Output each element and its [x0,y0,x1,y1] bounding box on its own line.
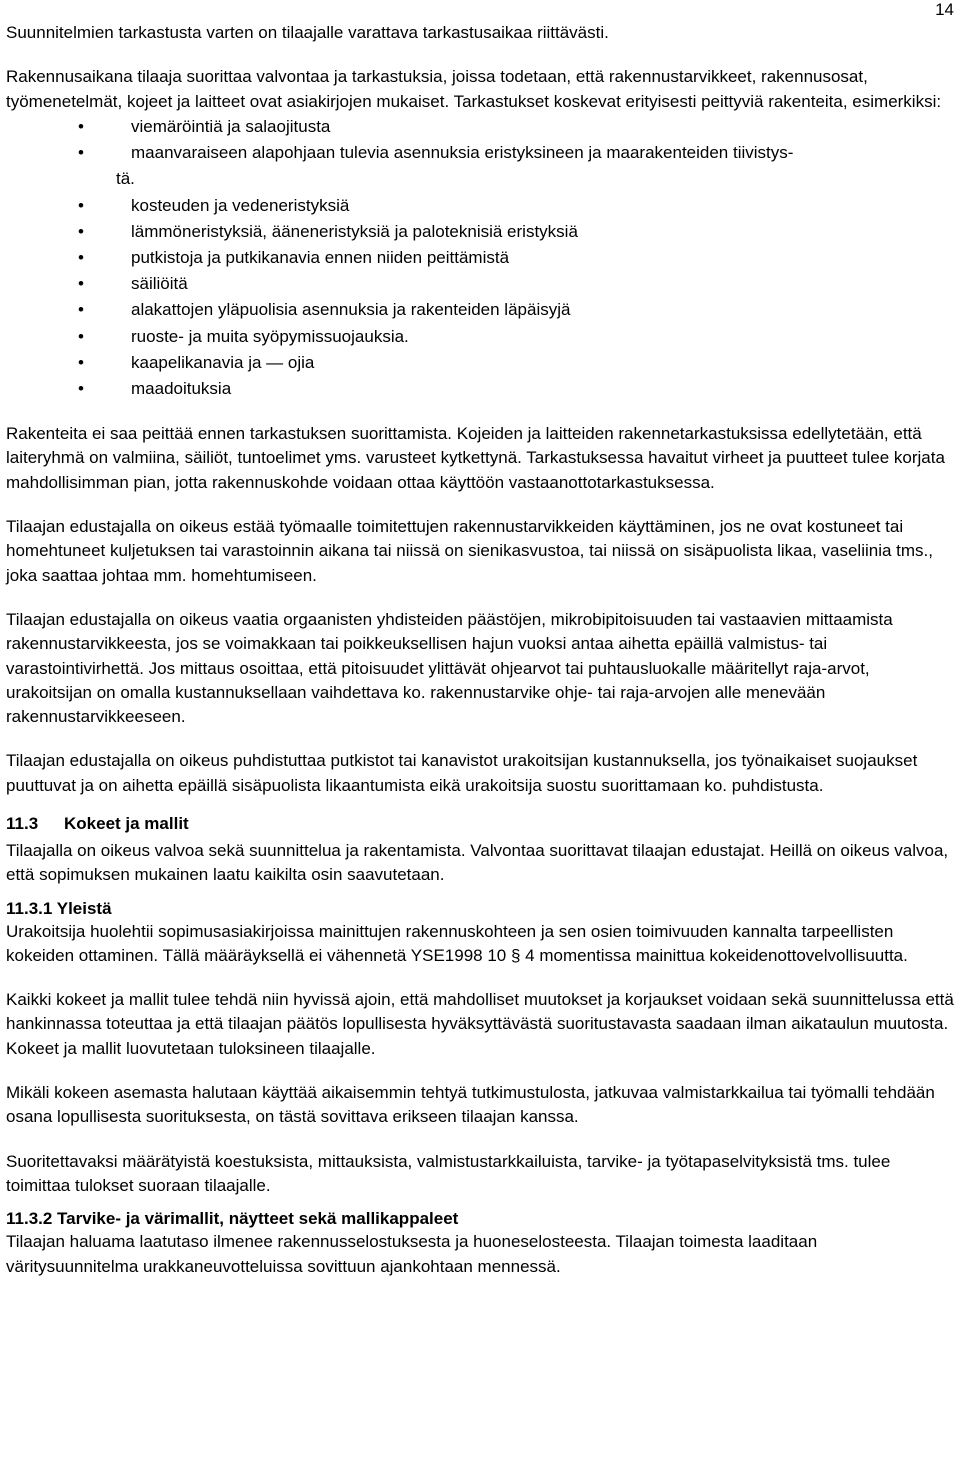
bullet-icon: • [78,195,84,215]
paragraph-cleaning: Tilaajan edustajalla on oikeus puhdistuttaa putkistot tai kanavistot urakoitsijan kustannuksella, jos työnaikaiset suojaukset puuttuvat ja on aihetta epäillä sisäpuolista likaantumista eikä urakoitsija suostu suorittamaan ko. puhdistusta. [6,751,918,795]
bullet-icon: • [78,116,84,136]
list-item: • viemäröintiä ja salaojitusta [6,114,954,140]
paragraph-emissions: Tilaajan edustajalla on oikeus vaatia orgaanisten yhdisteiden päästöjen, mikrobipitoisuuden tai vastaavien mittaamista rakennustarvikkeesta, jos se voimakkaan tai poikkeuksellisen hajun vuoksi antaa aihetta epäillä valmistus- tai varastointivirhettä. Jos mittaus osoittaa, että pitoisuudet ylittävät ohjearvot tai puhtausluokalle määritellyt raja-arvot, urakoitsijan on omalla kustannuksellaan vaihdettava ko. rakennustarvike ohje- tai raja-arvojen alle menevään rakennustarvikkeeseen. [6,609,893,727]
paragraph-materials: Tilaajan edustajalla on oikeus estää työmaalle toimitettujen rakennustarvikkeiden käyttäminen, jos ne ovat kostuneet tai homehtuneet kuljetuksen tai varastoinnin aikana tai niissä on sienikasvustoa, tai niissä on sisäpuolista likaa, vaseliinia tms., joka saattaa johtaa mm. homehtumiseen. [6,517,934,585]
list-item: • kosteuden ja vedeneristyksiä [6,193,954,219]
inspection-list [6,114,954,402]
paragraph-results: Suoritettavaksi määrätyistä koestuksista, mittauksista, valmistustarkkailuista, tarvike- ja työtapaselvityksistä tms. tulee toimittaa tulokset suoraan tilaajalle. [6,1151,891,1195]
list-item: • säiliöitä [6,271,954,297]
section-11-3-2-text: Tilaajan haluama laatutaso ilmenee rakennusselostuksesta ja huoneselosteesta. Tilaajan toimesta laaditaan väritysuunnitelma urakkaneuvotteluissa sovittuun ajankohtaan mennessä. [6,1232,818,1276]
bullet-icon: • [78,378,84,398]
list-item: • lämmöneristyksiä, ääneneristyksiä ja paloteknisiä eristyksiä [6,219,954,245]
paragraph-tests: Urakoitsija huolehtii sopimusasiakirjoissa mainittujen rakennuskohteen ja sen osien toimivuuden kannalta tarpeellisten kokeiden ottaminen. Tällä määräyksellä ei vähennetä YSE1998 10 § 4 momentissa mainittua kokeidenottovelvollisuutta. [6,921,908,965]
paragraph-covering: Rakenteita ei saa peittää ennen tarkastuksen suorittamista. Kojeiden ja laitteiden rakennetarkastuksissa edellytetään, että laiteryhmä on valmiina, säiliöt, tuntoelimet yms. varusteet kytkettynä. Tarkastuksessa havaitut virheet ja puutteet tulee korjata mahdollisimman pian, jotta rakennuskohde voidaan ottaa käyttöön vastaanottotarkastuksessa. [6,424,945,492]
document-page [6,0,954,1279]
bullet-icon: • [78,143,84,163]
bullet-icon: • [78,352,84,372]
list-item: • maanvaraiseen alapohjaan tulevia asennuksia eristyksineen ja maarakenteiden tiivistys- tä. [6,140,954,192]
bullet-icon: • [78,326,84,346]
section-11-3-text: Tilaajalla on oikeus valvoa sekä suunnittelua ja rakentamista. Valvontaa suorittavat tilaajan edustajat. Heillä on oikeus valvoa, että sopimuksen mukainen laatu kaikilta osin saavutetaan. [6,840,949,885]
bullet-icon: • [78,221,84,241]
list-item: • kaapelikanavia ja — ojia [6,350,954,376]
paragraph-alternatives: Mikäli kokeen asemasta halutaan käyttää aikaisemmin tehtyä tutkimustulosta, jatkuvaa valmistarkkailua tai työmalli tehdään osana lopullisesta suorituksesta, on tästä sovittava erikseen tilaajan kanssa. [6,1083,935,1127]
section-heading-11-3-2: 11.3.2 Tarvike- ja värimallit, näytteet sekä mallikappaleet [6,1209,459,1229]
section-heading-11-3-1: 11.3.1 Yleistä [6,898,112,918]
list-item: • alakattojen yläpuolisia asennuksia ja rakenteiden läpäisyjä [6,297,954,323]
page-number: 14 [935,0,954,19]
bullet-icon: • [78,274,84,294]
section-title: Kokeet ja mallit [64,813,189,833]
bullet-icon: • [78,300,84,320]
bullet-icon: • [78,247,84,267]
list-item-continuation: tä. [116,169,135,189]
section-heading-11-3 [6,812,954,836]
list-item: • ruoste- ja muita syöpymissuojauksia. [6,324,954,350]
paragraph-timing: Kaikki kokeet ja mallit tulee tehdä niin hyvissä ajoin, että mahdolliset muutokset ja korjaukset voidaan sekä suunnittelussa että hankinnassa toteuttaa ja että tilaajan päätös lopullisesta hyväksyttävästä suoritustavasta saadaan ilman aikataulun muutosta. Kokeet ja mallit luovutetaan tuloksineen tilaajalle. [6,990,954,1058]
intro-paragraph: Suunnitelmien tarkastusta varten on tilaajalle varattava tarkastusaikaa riittävästi. [6,23,609,42]
list-item: • putkistoja ja putkikanavia ennen niiden peittämistä [6,245,954,271]
section-number: 11.3 [6,813,39,833]
supervision-paragraph: Rakennusaikana tilaaja suorittaa valvontaa ja tarkastuksia, joissa todetaan, että rakennustarvikkeet, rakennusosat, työmenetelmät, kojeet ja laitteet ovat asiakirjojen mukaiset. Tarkastukset koskevat erityisesti peittyviä rakenteita, esimerkiksi: [6,67,942,111]
list-item: • maadoituksia [6,376,954,402]
